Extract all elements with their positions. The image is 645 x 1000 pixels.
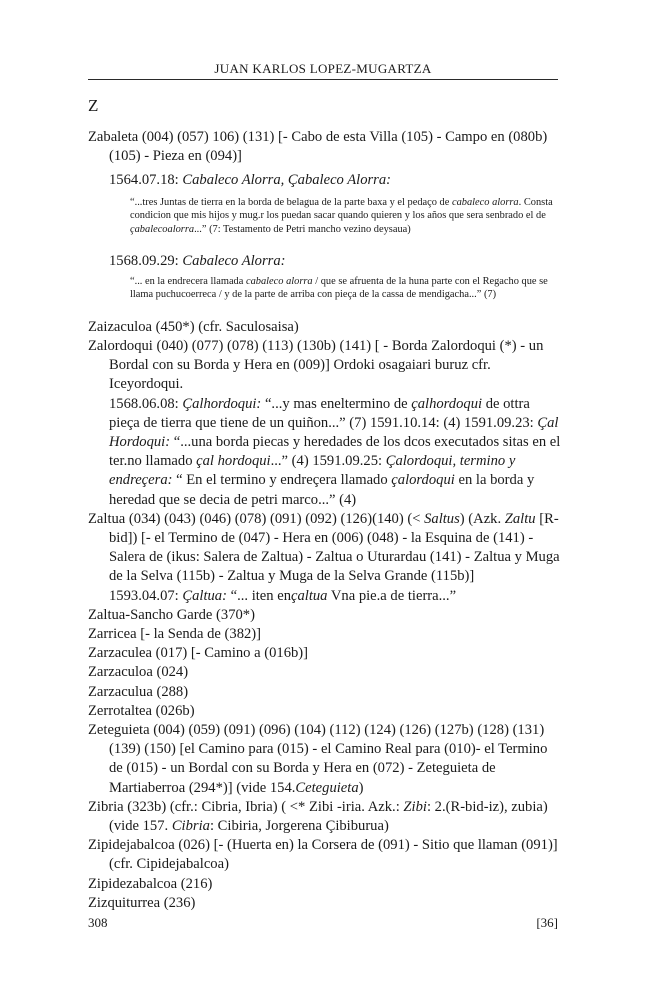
entry-zarzaculea: Zarzaculea (017) [- Camino a (016b)] [88,645,309,662]
page-number: 308 [88,915,108,930]
entry-zaltua-sancho-garde: Zaltua-Sancho Garde (370*) [88,606,255,623]
entry-zizquiturrea: Zizquiturrea (236) [88,894,196,911]
section-letter: Z [88,96,99,115]
entry-zarzaculua: Zarzaculua (288) [88,683,189,700]
entry-zibria: Zibria (323b) (cfr.: Cibria, Ibria) ( <* Zibi -iria. Azk.: Zibi: 2.(R-bid-iz), zubia) (vide 157. Cibria: Cibiria, Jorgerena Çibiburua) [88,798,548,835]
entry-zarzaculoa: Zarzaculoa (024) [88,664,189,681]
glossary-body [88,128,562,913]
citation-heading: 1564.07.18: Cabaleco Alorra, Çabaleco Alorra: [109,172,392,189]
citation-quote: “...tres Juntas de tierra en la borda de belagua de la parte baxa y el pedaço de cabaleco alorra. Consta condicion que mis hijos y mug.r los puedan sacar quando quieren y los años que sera senbrado el de çabalecoalorra...” (7: Testamento de Petri mancho vezino deysaua) [130,196,553,235]
entry-zaizaculoa: Zaizaculoa (450*) (cfr. Saculosaisa) [88,318,299,335]
entry-zipidejabalcoa: Zipidejabalcoa (026) [- (Huerta en) la Corsera de (091) - Sitio que llaman (091)] (cfr. Cipidejabalcoa) [88,837,558,873]
entry-zeteguieta: Zeteguieta (004) (059) (091) (096) (104) (112) (124) (126) (127b) (128) (131) (139) (150) [el Camino para (015) - el Camino Real para (010)- el Termino de (015) - un Bordal con su Borda y Hera en (072) - Zeteguieta de Martiaberroa (294*)] (vide 154.Ceteguieta) [88,722,548,796]
section-page-number: [36] [536,915,558,930]
citation-quote: “... en la endrecera llamada cabaleco alorra / que se afruenta de la huna parte con el Regacho que se llama puchucoerreca / y de la parte de arriba con pieça de la cassa de mendigacha...” (7) [130,275,548,301]
citation-heading: 1568.09.29: Cabaleco Alorra: [109,253,286,270]
entry-zarricea: Zarricea [- la Senda de (382)] [88,626,262,643]
entry-zipidezabalcoa: Zipidezabalcoa (216) [88,875,213,892]
entry-zaltua: Zaltua (034) (043) (046) (078) (091) (092) (126)(140) (< Saltus) (Azk. Zaltu [R-bid]) [- el Termino de (047) - Hera en (006) (048) - la Esquina de (141) - Salera de (ikus: Salera de Zaltua) - Zaltua o Uturardau (141) - Zaltua y Muga de la Selva (115b) - Zaltua y Muga de la Selva Grande (115b)] [88,510,560,585]
running-header: JUAN KARLOS LOPEZ-MUGARTZA [214,61,432,76]
entry-zabaleta: Zabaleta (004) (057) 106) (131) [- Cabo de esta Villa (105) - Campo en (080b) (105) - Pieza en (094)] [88,129,548,165]
entry-zalordoqui: Zalordoqui (040) (077) (078) (113) (130b) (141) [ - Borda Zalordoqui (*) - un Bordal con su Borda y Hera en (009)] Ordoki osagaiari buruz cfr. Iceyordoqui. [88,337,544,393]
citation-block: 1593.04.07: Çaltua: “... iten ençaltua Vna pie.a de tierra...” [109,587,457,604]
citation-block: 1568.06.08: Çalhordoqui: “...y mas eneltermino de çalhordoqui de ottra pieça de tierra que tiene de un quiñon...” (7) 1591.10.14: (4) 1591.09.23: Çal Hordoqui: “...una borda piecas y heredades de los dcos executados sitas en el ter.no llamado çal hordoqui...” (4) 1591.09.25: Çalordoqui, termino y endreçera: “ En el termino y endreçera llamado çalordoqui en la borda y heredad que se decia de petri marco...” (4) [109,395,561,508]
entry-zerrotaltea: Zerrotaltea (026b) [88,702,195,719]
header-rule [88,79,558,80]
